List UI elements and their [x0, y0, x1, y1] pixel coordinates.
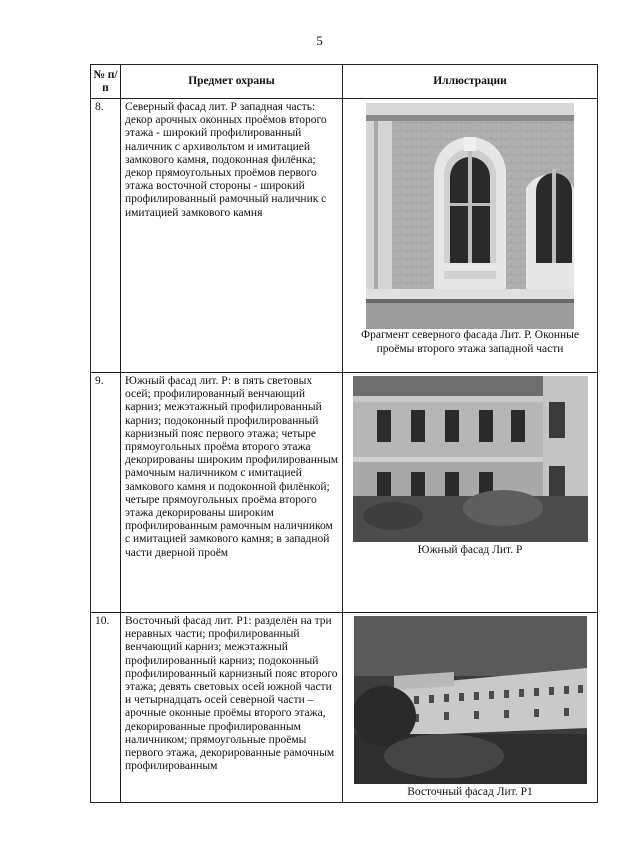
illustration-caption: Фрагмент северного фасада Лит. Р. Оконные проёмы второго этажа западной части	[361, 329, 579, 355]
north-facade-photo	[366, 103, 574, 329]
header-illustrations: Иллюстрации	[343, 65, 598, 99]
illustration-caption: Южный фасад Лит. Р	[417, 544, 523, 556]
east-facade-photo	[354, 616, 587, 784]
protection-table	[90, 64, 598, 803]
page-number: 5	[316, 33, 323, 48]
table-row	[91, 613, 598, 803]
row-number: 8.	[91, 99, 121, 373]
table-header-row	[91, 65, 598, 99]
illustration-cell	[343, 613, 598, 803]
row-number: 10.	[91, 613, 121, 803]
illustration-caption: Восточный фасад Лит. Р1	[407, 786, 533, 798]
row-description: Южный фасад лит. Р: в пять световых осей; профилированный венчающий карниз; межэтажный профилированный карниз; подоконный профилированный карнизный пояс первого этажа; четыре прямоугольных проёма второго этажа декорированы широким профилированным рамочным наличником с имитацией замкового камня и подоконной филёнкой; четыре прямоугольных проёма второго этажа декорированы широким профилированным рамочным наличником с имитацией замкового камня; в западной части дверной проём	[121, 373, 343, 613]
row-number: 9.	[91, 373, 121, 613]
illustration-cell	[343, 373, 598, 613]
illustration-cell	[343, 99, 598, 373]
south-facade-photo	[353, 376, 588, 542]
table-row	[91, 373, 598, 613]
row-description: Восточный фасад лит. Р1: разделён на три неравных части; профилированный венчающий карниз; межэтажный профилированный карниз; подоконный профилированный карнизный пояс второго этажа; девять световых осей южной части и четырнадцать осей северной части – арочные оконные проёмы второго этажа, декорированные профилированным наличником; прямоугольные проёмы первого этажа, декорированные рамочным профилированным	[121, 613, 343, 803]
header-num: № п/п	[91, 65, 121, 99]
row-description: Северный фасад лит. Р западная часть: декор арочных оконных проёмов второго этажа - широкий профилированный наличник с архивольтом и имитацией замкового камня, подоконная филёнка; декор прямоугольных проёмов первого этажа восточной стороны - широкий профилированный рамочный наличник с имитацией замкового камня	[121, 99, 343, 373]
table-row	[91, 99, 598, 373]
header-subject: Предмет охраны	[121, 65, 343, 99]
